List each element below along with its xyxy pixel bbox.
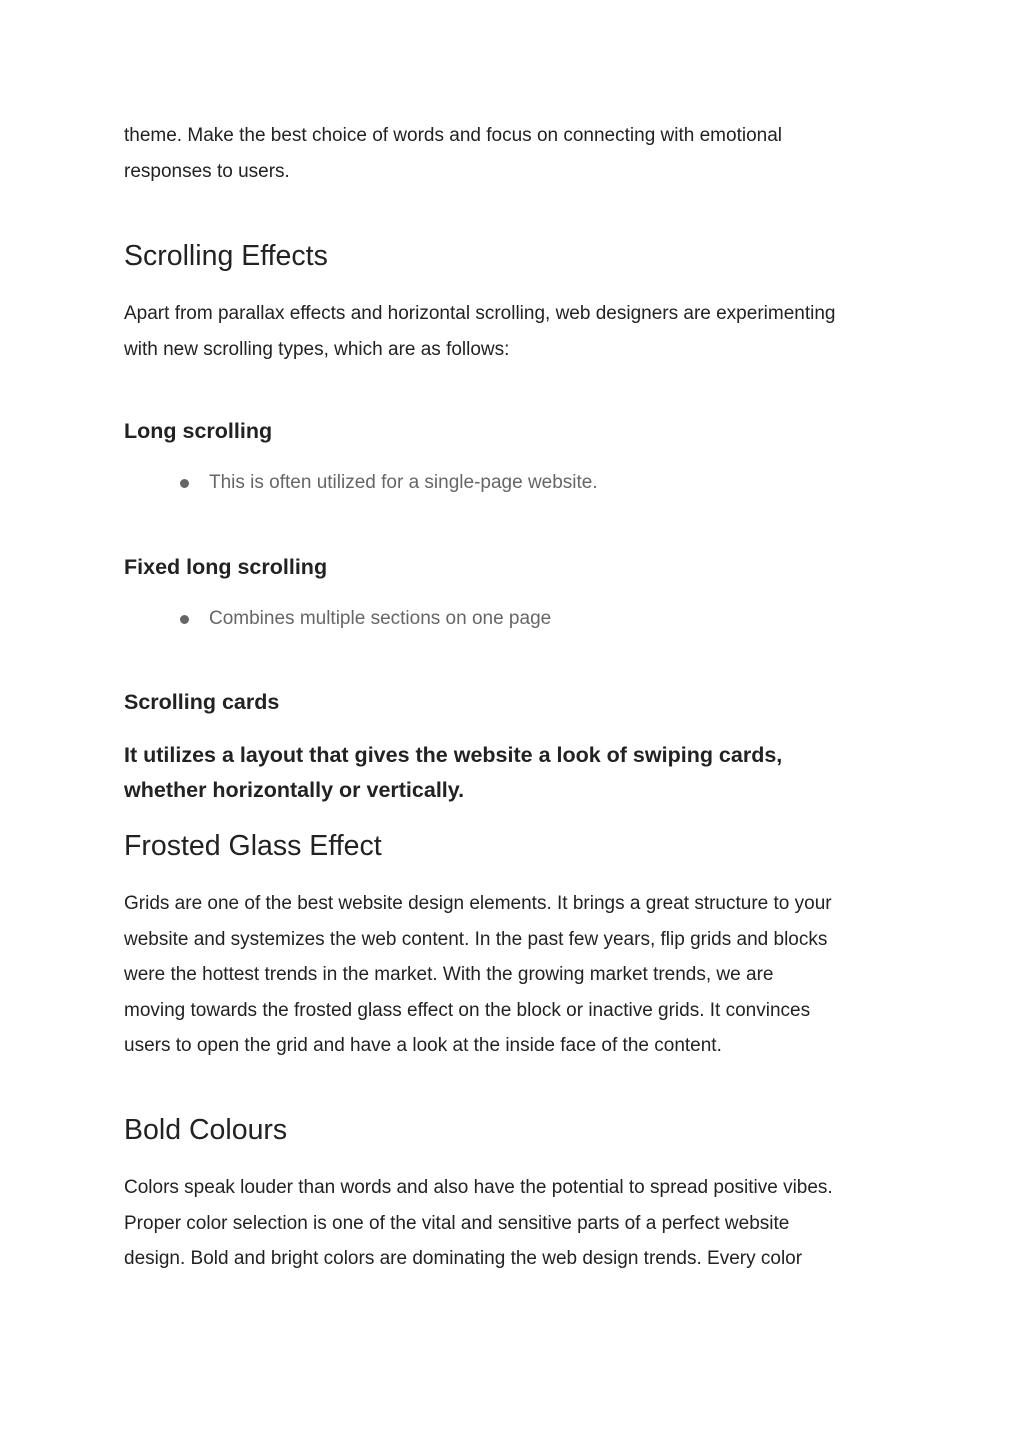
frosted-line-1: Grids are one of the best website design elements. It brings a great structure to your bbox=[124, 893, 832, 914]
fixed-long-scrolling-heading: Fixed long scrolling bbox=[124, 555, 328, 579]
bold-line-3: design. Bold and bright colors are dominating the web design trends. Every color bbox=[124, 1248, 803, 1269]
scrolling-line-1: Apart from parallax effects and horizontal scrolling, web designers are experimenting bbox=[124, 303, 836, 324]
scrolling-cards-heading: Scrolling cards bbox=[124, 690, 280, 714]
scrolling-cards-line-1: It utilizes a layout that gives the website a look of swiping cards, bbox=[124, 743, 783, 767]
bold-line-1: Colors speak louder than words and also have the potential to spread positive vibes. bbox=[124, 1177, 833, 1198]
scrolling-effects-heading: Scrolling Effects bbox=[124, 240, 328, 272]
fixed-long-scrolling-bullet-text: Combines multiple sections on one page bbox=[209, 608, 552, 629]
scrolling-line-2: with new scrolling types, which are as follows: bbox=[124, 338, 510, 360]
scrolling-cards-paragraph bbox=[124, 738, 914, 808]
scrolling-effects-paragraph bbox=[124, 296, 914, 367]
frosted-line-2: website and systemizes the web content. In the past few years, flip grids and blocks bbox=[124, 928, 828, 950]
frosted-line-5: users to open the grid and have a look at the inside face of the content. bbox=[124, 1035, 722, 1056]
bold-colours-heading: Bold Colours bbox=[124, 1114, 288, 1146]
frosted-glass-heading: Frosted Glass Effect bbox=[124, 830, 382, 862]
bold-line-2: Proper color selection is one of the vital and sensitive parts of a perfect website bbox=[124, 1212, 790, 1234]
frosted-glass-paragraph bbox=[124, 886, 914, 1064]
long-scrolling-heading: Long scrolling bbox=[124, 419, 273, 443]
frosted-line-3: were the hottest trends in the market. With the growing market trends, we are bbox=[124, 964, 774, 985]
scrolling-cards-line-2: whether horizontally or vertically. bbox=[124, 778, 465, 802]
intro-line-2: responses to users. bbox=[124, 160, 290, 182]
bold-colours-paragraph bbox=[124, 1170, 914, 1277]
intro-line-1: theme. Make the best choice of words and focus on connecting with emotional bbox=[124, 125, 782, 146]
bullet-icon bbox=[180, 479, 189, 488]
intro-paragraph bbox=[124, 118, 914, 189]
bullet-icon bbox=[180, 615, 189, 624]
long-scrolling-bullet-text: This is often utilized for a single-page website. bbox=[209, 472, 598, 493]
frosted-line-4: moving towards the frosted glass effect on the block or inactive grids. It convinces bbox=[124, 999, 811, 1021]
long-scrolling-list-item bbox=[180, 468, 598, 498]
fixed-long-scrolling-list-item bbox=[180, 604, 551, 634]
